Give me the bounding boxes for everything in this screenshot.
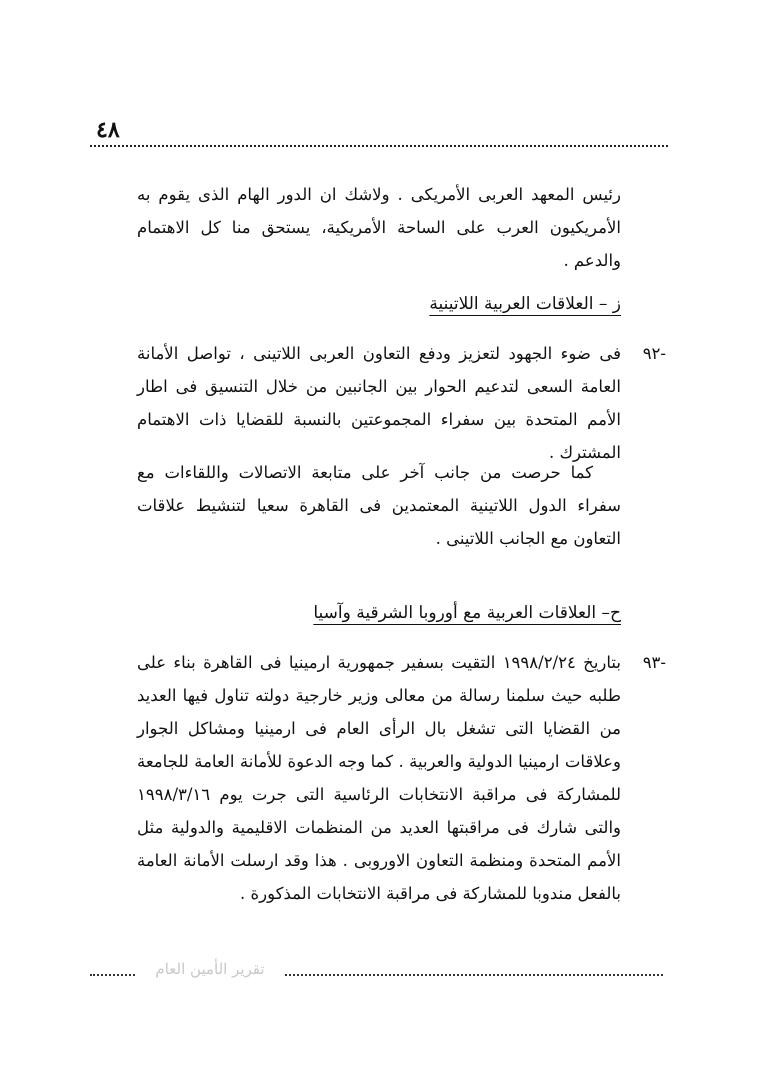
footer-rule [285, 974, 663, 976]
page-number: ٤٨ [96, 117, 120, 143]
footer-watermark: تقرير الأمين العام [155, 960, 265, 978]
section-heading-eastern-europe-asia: ح– العلاقات العربية مع أوروبا الشرقية وآسيا [313, 603, 621, 623]
intro-paragraph [137, 178, 621, 277]
item-body [137, 646, 621, 910]
item-body [137, 337, 621, 469]
item-paragraph: فى ضوء الجهود لتعزيز ودفع التعاون العربى اللاتينى ، تواصل الأمانة العامة السعى لتدعيم الحوار بين الجانبين من خلال التنسيق فى اطار الأمم المتحدة بين سفراء المجموعتين بالنسبة للقضايا ذات الاهتمام المشترك . [137, 344, 621, 462]
intro-text: رئيس المعهد العربى الأمريكى . ولاشك ان الدور الهام الذى يقوم به الأمريكيون العرب على الساحة الأمريكية، يستحق منا كل الاهتمام والدعم . [137, 185, 621, 270]
item-number: -٩٢ [642, 344, 666, 363]
header-rule [90, 145, 668, 147]
latin-followup-paragraph [137, 456, 621, 555]
item-paragraph: بتاريخ ١٩٩٨/٢/٢٤ التقيت بسفير جمهورية ارمينيا فى القاهرة بناء على طلبه حيث سلمنا رسالة من معالى وزير خارجية دولته تناول فيها العديد من القضايا التى تشغل بال الرأى العام فى ارمينيا ومشاكل الجوار وعلاقات ارمينيا الدولية والعربية . كما وجه الدعوة للأمانة العامة للجامعة للمشاركة فى مراقبة الانتخابات الرئاسية التى جرت يوم ١٩٩٨/٣/١٦ والتى شارك فى مراقبتها العديد من المنظمات الاقليمية والدولية مثل الأمم المتحدة ومنظمة التعاون الاوروبى . هذا وقد ارسلت الأمانة العامة بالفعل مندوبا للمشاركة فى مراقبة الانتخابات المذكورة . [137, 653, 621, 903]
section-heading-latin: ز – العلاقات العربية اللاتينية [429, 294, 621, 314]
item-number: -٩٣ [642, 653, 666, 672]
latin-followup-text: كما حرصت من جانب آخر على متابعة الاتصالات واللقاءات مع سفراء الدول اللاتينية المعتمدين فى القاهرة سعيا لتنشيط علاقات التعاون مع الجانب اللاتينى . [137, 463, 621, 548]
footer-rule-left [90, 974, 135, 976]
